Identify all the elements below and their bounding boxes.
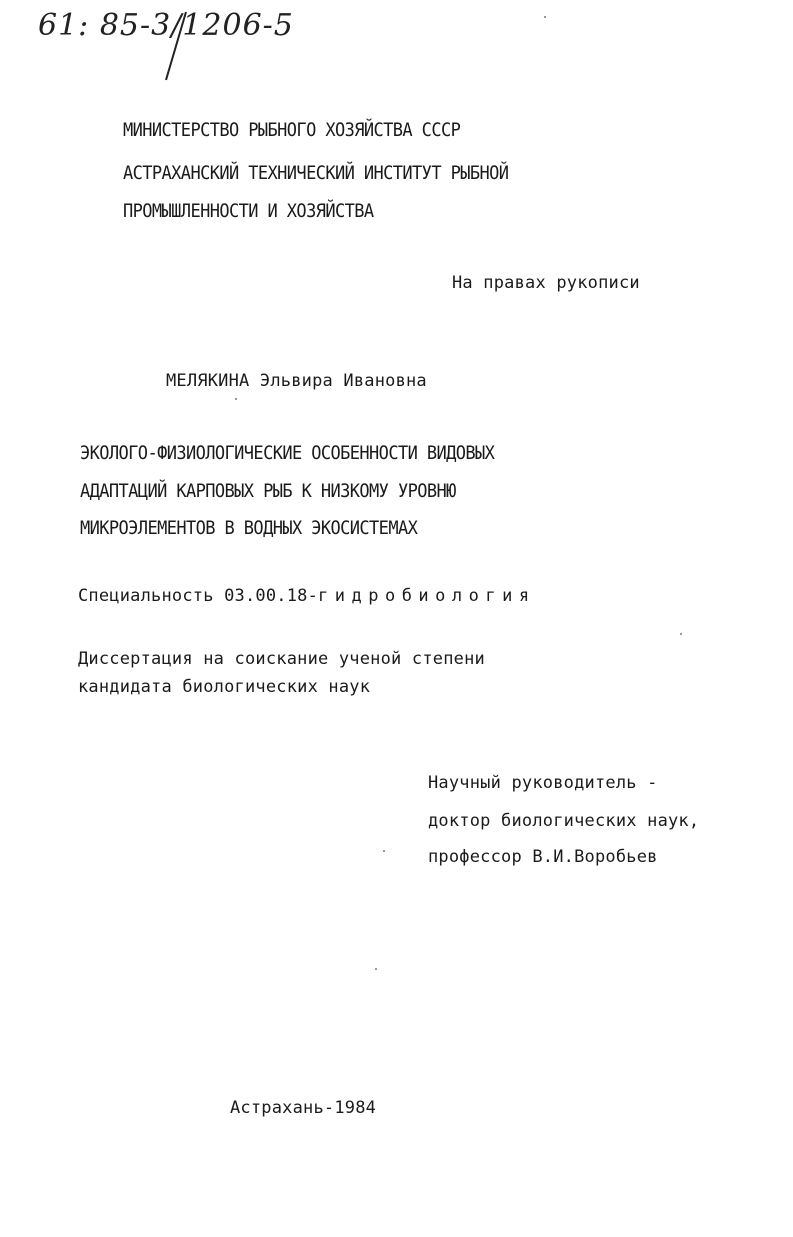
institute-name-line2: ПРОМЫШЛЕННОСТИ И ХОЗЯЙСТВА [123, 200, 374, 223]
scan-speck [680, 633, 682, 635]
title-line2: АДАПТАЦИЙ КАРПОВЫХ РЫБ К НИЗКОМУ УРОВНЮ [80, 480, 456, 503]
ministry-name: МИНИСТЕРСТВО РЫБНОГО ХОЗЯЙСТВА СССР [123, 119, 461, 142]
place-and-year: Астрахань-1984 [230, 1098, 377, 1118]
specialty-prefix: Специальность 03.00.18- [78, 586, 319, 606]
scan-speck [375, 968, 377, 970]
supervisor-name: профессор В.И.Воробьев [428, 847, 658, 867]
supervisor-degree: доктор биологических наук, [428, 811, 700, 831]
dissertation-purpose-line2: кандидата биологических наук [78, 677, 371, 697]
scan-speck [235, 398, 237, 400]
scan-speck [544, 16, 546, 18]
dissertation-purpose-line1: Диссертация на соискание ученой степени [78, 649, 485, 669]
title-line1: ЭКОЛОГО-ФИЗИОЛОГИЧЕСКИЕ ОСОБЕННОСТИ ВИДОВЫХ [80, 442, 495, 465]
handwritten-slash-stroke [160, 10, 190, 82]
scan-speck [383, 850, 385, 852]
supervisor-role: Научный руководитель - [428, 773, 658, 793]
author-name: МЕЛЯКИНА Эльвира Ивановна [166, 371, 427, 391]
handwritten-catalog-code: 61: 85-3/1206-5 [38, 8, 294, 43]
institute-name-line1: АСТРАХАНСКИЙ ТЕХНИЧЕСКИЙ ИНСТИТУТ РЫБНОЙ [123, 162, 509, 185]
manuscript-rights-note: На правах рукописи [452, 273, 640, 293]
title-line3: МИКРОЭЛЕМЕНТОВ В ВОДНЫХ ЭКОСИСТЕМАХ [80, 517, 418, 540]
specialty-name: гидробиология [318, 586, 536, 606]
specialty [78, 585, 536, 607]
